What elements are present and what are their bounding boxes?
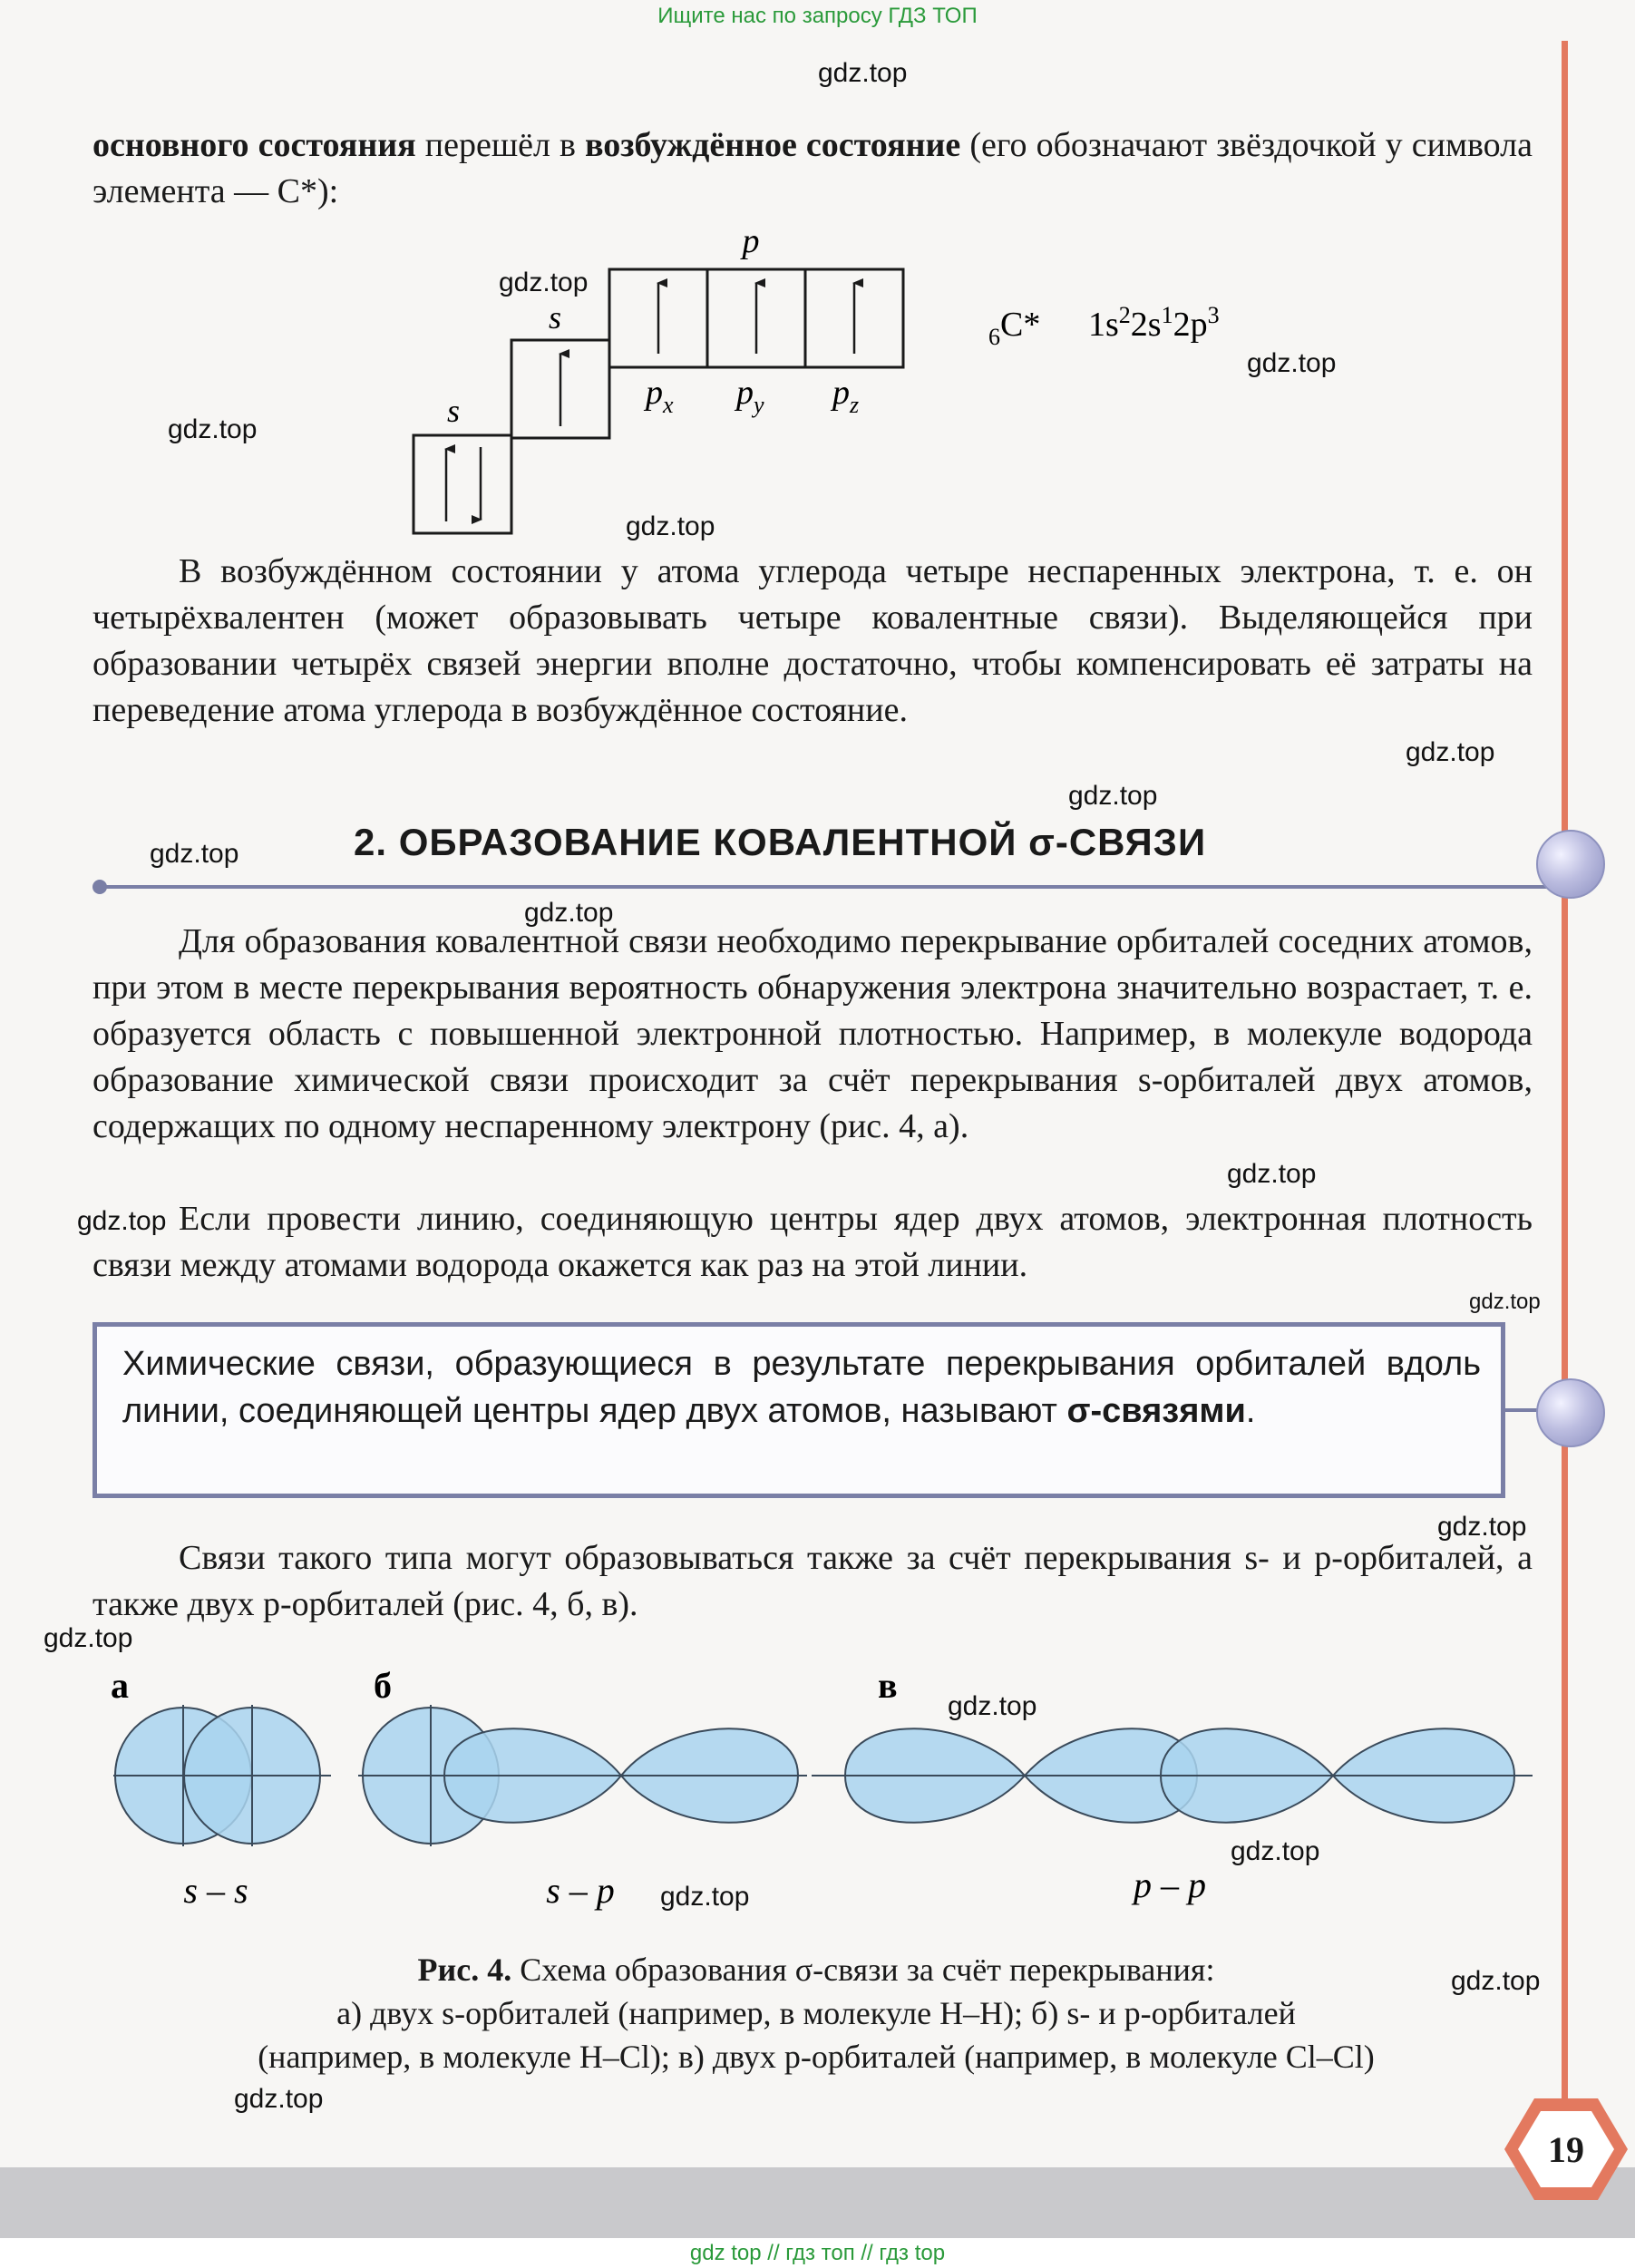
watermark: gdz.top: [499, 268, 589, 297]
right-margin-rule: [1562, 41, 1568, 2167]
watermark: gdz.top: [1451, 1966, 1541, 1996]
page-number: 19: [1548, 2129, 1584, 2170]
footer-links[interactable]: gdz top // гдз топ // гдз top: [0, 2238, 1635, 2268]
watermark: gdz.top: [1247, 348, 1337, 378]
watermark: gdz.top: [626, 511, 715, 541]
excited-state-paragraph: В возбуждённом состоянии у атома углерода четыре неспаренных электрона, т. е. он четырёхвалентен (может образовывать четыре ковалентные связи). Выделяющейся при образовании четырёх связей энергии вполне достаточно, чтобы компенсировать её затраты на переведение атома углерода в возбуждённое состояние.: [92, 552, 1533, 729]
section-divider-endpoint: [92, 880, 107, 894]
top-banner[interactable]: Ищите нас по запросу ГДЗ ТОП: [657, 4, 978, 28]
watermark: gdz.top: [1227, 1159, 1317, 1189]
excited-carbon-formula: $_6$C*: [988, 306, 1041, 350]
label-p: p: [742, 222, 760, 260]
electron-configuration: $1s^22s^12p^3$: [1088, 302, 1220, 344]
bottom-band: [0, 2167, 1635, 2238]
watermark: gdz.top: [524, 898, 614, 928]
watermark: gdz.top: [77, 1206, 167, 1236]
watermark: gdz.top: [1231, 1836, 1320, 1866]
watermark: gdz.top: [948, 1691, 1037, 1721]
overlap-label-b: s – p: [546, 1870, 615, 1911]
watermark: gdz.top: [1406, 737, 1495, 767]
caption-label: Рис. 4.: [417, 1952, 512, 1988]
watermark: gdz.top: [1437, 1512, 1527, 1542]
section-divider: [100, 885, 1560, 889]
label-s-lower: s: [446, 393, 461, 429]
definition-marker-bubble: [1536, 1378, 1605, 1447]
watermark: gdz.top: [818, 58, 908, 88]
panel-label-a: а: [111, 1665, 129, 1706]
overlap-paragraph: Для образования ковалентной связи необходимо перекрывание орбиталей соседних атомов, при этом в месте перекрывания вероятность обнаружения электрона значительно возрастает, т. е. образуется область с повышенной электронной плотностью. Например, в молекуле водорода образование химической связи происходит за счёт перекрывания s-орбиталей двух атомов, содержащих по одному неспаренному электрону (рис. 4, а).: [92, 922, 1533, 1145]
section-marker-bubble: [1536, 830, 1605, 899]
intro-mid: перешёл в: [415, 126, 585, 164]
overlap-label-c: p – p: [1134, 1864, 1206, 1905]
bond-types-paragraph: Связи такого типа могут образовываться также за счёт перекрывания s- и p-орбиталей, а также двух p-орбиталей (рис. 4, б, в).: [92, 1539, 1533, 1623]
term-excited-state: возбуждённое состояние: [584, 126, 961, 164]
watermark: gdz.top: [1469, 1290, 1541, 1314]
orbital-diagram: [399, 218, 1415, 544]
watermark: gdz.top: [660, 1882, 750, 1912]
intro-paragraph: [92, 122, 1533, 215]
watermark: gdz.top: [168, 414, 258, 444]
label-px: $p_x$: [646, 374, 674, 418]
label-pz: $p_z$: [832, 374, 860, 418]
section-heading: 2. ОБРАЗОВАНИЕ КОВАЛЕНТНОЙ σ-СВЯЗИ: [354, 821, 1207, 863]
intro-tail: (его обозначают звёздочкой у символа элемента — C*):: [92, 126, 1533, 210]
overlap-label-a: s – s: [183, 1870, 248, 1911]
orbital-box-1s: [414, 435, 511, 533]
figure-caption: Рис. 4. Схема образования σ-связи за счёт перекрывания: а) двух s-орбиталей (например, в молекуле H–H); б) s- и p-орбиталей (например, в молекуле H–Cl); в) двух p-орбиталей (например, в молекуле Cl–Cl): [258, 1952, 1375, 2075]
figure-4: [100, 1660, 1542, 1950]
term-sigma-bonds: σ-связями: [1066, 1392, 1246, 1430]
label-py: $p_y$: [736, 374, 764, 418]
definition-text: Химические связи, образующиеся в результате перекрывания орбиталей вдоль линии, соединяющей центры ядер двух атомов, называют σ-связями.: [122, 1345, 1481, 1430]
page-number-badge: [1503, 2095, 1630, 2204]
line-paragraph: Если провести линию, соединяющую центры ядер двух атомов, электронная плотность связи между атомами водорода окажется как раз на этой линии.: [92, 1200, 1533, 1284]
watermark: gdz.top: [44, 1623, 133, 1653]
panel-label-c: в: [878, 1665, 898, 1706]
watermark: gdz.top: [1068, 781, 1158, 811]
term-ground-state: основного состояния: [92, 126, 416, 164]
watermark: gdz.top: [150, 839, 239, 869]
panel-label-b: б: [374, 1665, 392, 1706]
watermark: gdz.top: [234, 2084, 324, 2114]
label-s-upper: s: [548, 299, 562, 336]
